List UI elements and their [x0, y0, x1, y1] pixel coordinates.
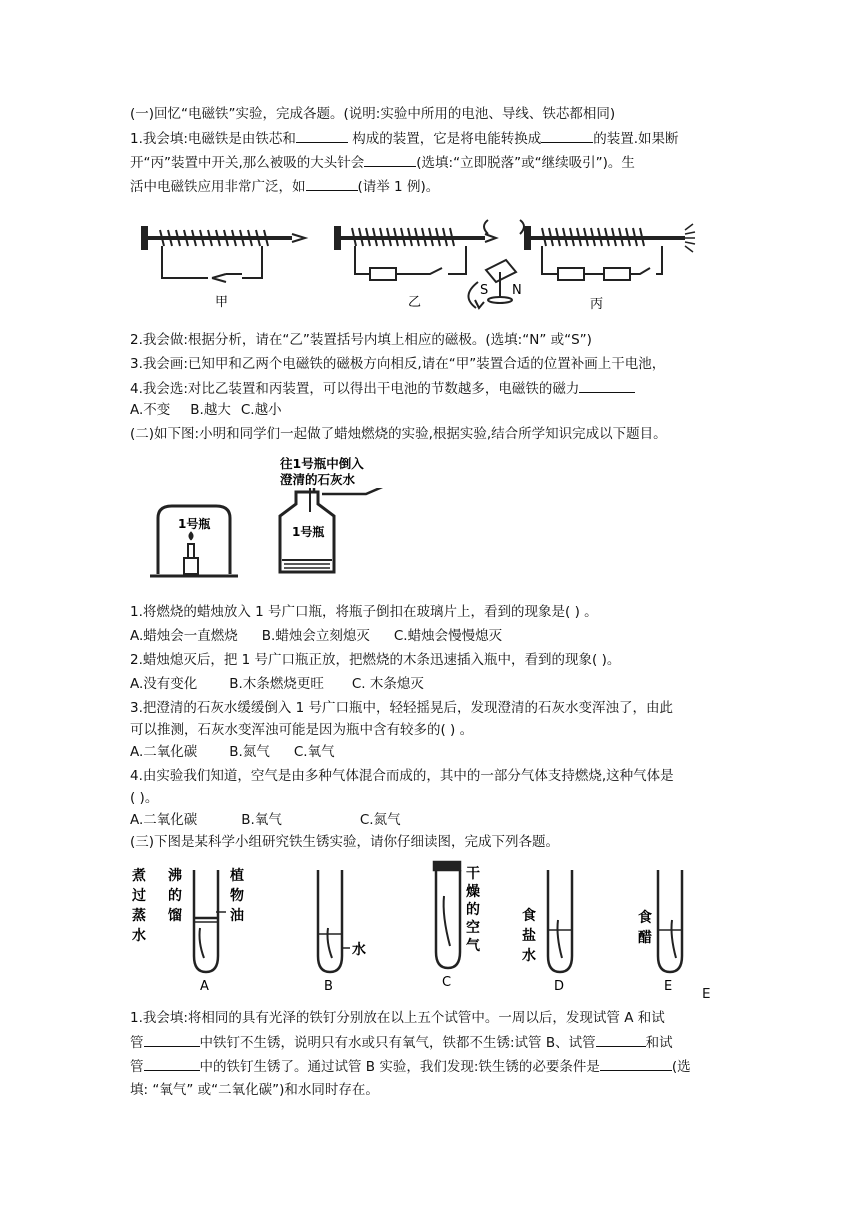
rust-test-tubes-figure — [130, 856, 730, 996]
section3-heading: (三)下图是某科学小组研究铁生锈实验，请你仔细读图，完成下列各题。 — [130, 834, 560, 850]
electromagnet-bing — [525, 224, 695, 280]
tube-c-label: 干燥的空气 — [466, 866, 480, 954]
s3-text-d: 管 — [130, 1059, 144, 1075]
section2-q4-line2: ( )。 — [130, 790, 159, 806]
section2-q3-line2: 可以推测，石灰水变浑浊可能是因为瓶中含有较多的( ) 。 — [130, 722, 474, 738]
q1-text-f: 活中电磁铁应用非常广泛，如 — [130, 179, 306, 195]
answer-blank[interactable] — [144, 1056, 200, 1071]
electromagnet-jia — [142, 227, 305, 282]
section1-q1-line3 — [130, 176, 740, 197]
section1-q4 — [130, 378, 740, 399]
tube-d-label: 食盐水 — [522, 908, 536, 964]
tube-letter-c: C — [442, 975, 452, 990]
label-jia: 甲 — [215, 295, 229, 310]
option-c[interactable]: C.蜡烛会慢慢熄灭 — [393, 628, 503, 644]
answer-blank[interactable] — [600, 1056, 672, 1071]
answer-blank[interactable] — [364, 152, 416, 167]
section1-q4-options — [130, 400, 740, 420]
option-b[interactable]: B.蜡烛会立刻熄灭 — [261, 628, 370, 644]
answer-blank[interactable] — [306, 176, 358, 191]
option-a[interactable]: A.二氧化碳 — [130, 812, 198, 828]
bottle-label-1: 1号瓶 — [178, 517, 211, 531]
q1-text-g: (请举 1 例)。 — [357, 179, 440, 195]
section2-q1: 1.将燃烧的蜡烛放入 1 号广口瓶，将瓶子倒扣在玻璃片上，看到的现象是( ) 。 — [130, 604, 598, 620]
q1-text-d: 开“丙”装置中开关,那么被吸的大头针会 — [130, 155, 365, 171]
tube-a-left-label: 煮过蒸水 — [132, 868, 146, 944]
q4-text: 4.我会选:对比乙装置和丙装置，可以得出干电池的节数越多，电磁铁的磁力 — [130, 381, 580, 397]
section2-q1-options — [130, 626, 740, 646]
option-b[interactable]: B.氮气 — [229, 744, 270, 760]
option-a[interactable]: A.没有变化 — [130, 676, 198, 692]
section2-q4-options — [130, 810, 740, 830]
section2-q2-options — [130, 674, 740, 694]
section1-q3: 3.我会画:已知甲和乙两个电磁铁的磁极方向相反,请在“甲”装置合适的位置补画上干电池， — [130, 356, 666, 372]
tube-letter-d: D — [554, 979, 565, 994]
option-c[interactable]: C.氮气 — [359, 812, 401, 828]
q1-text-e: (选填:“立即脱落”或“继续吸引”)。生 — [416, 155, 635, 171]
option-c[interactable]: C.氧气 — [293, 744, 335, 760]
option-a[interactable]: A.二氧化碳 — [130, 744, 198, 760]
label-yi: 乙 — [408, 295, 422, 310]
tube-b-label: 水 — [352, 942, 366, 958]
option-b[interactable]: B.氧气 — [241, 812, 282, 828]
bottle-label-2: 1号瓶 — [292, 525, 325, 539]
section1-q1-line1 — [130, 128, 740, 149]
section2-q4-line1: 4.由实验我们知道，空气是由多种气体混合而成的，其中的一部分气体支持燃烧,这种气体是 — [130, 768, 674, 784]
pour-label-line2: 澄清的石灰水 — [280, 472, 356, 487]
option-a[interactable]: A.不变 — [130, 402, 171, 418]
electromagnet-yi — [335, 220, 524, 308]
section1-heading: (一)回忆“电磁铁”实验，完成各题。(说明:实验中所用的电池、导线、铁芯都相同) — [130, 106, 616, 122]
label-bing: 丙 — [590, 297, 604, 312]
section1-q1-line2 — [130, 152, 740, 173]
section2-heading: (二)如下图:小明和同学们一起做了蜡烛燃烧的实验,根据实验,结合所学知识完成以下题目。 — [130, 426, 667, 442]
option-b[interactable]: B.越大 — [190, 402, 231, 418]
section2-q3-options — [130, 742, 740, 762]
option-b[interactable]: B.木条燃烧更旺 — [229, 676, 324, 692]
answer-blank[interactable] — [296, 128, 348, 143]
option-c[interactable]: C. 木条熄灭 — [351, 676, 424, 692]
s3-text-e: 中的铁钉生锈了。通过试管 B 实验，我们发现:铁生锈的必要条件是 — [199, 1059, 600, 1075]
s3-text-b: 中铁钉不生锈，说明只有水或只有氧气，铁都不生锈:试管 B、试管 — [199, 1035, 596, 1051]
stray-letter-e: E — [702, 986, 711, 1002]
s3-text-c: 和试 — [645, 1035, 673, 1051]
candle-figure — [150, 452, 410, 587]
answer-blank[interactable] — [596, 1032, 646, 1047]
tube-a-mid-label: 沸的馏 — [168, 868, 182, 924]
label-n: N — [512, 283, 522, 298]
tube-letter-a: A — [200, 979, 209, 994]
q1-text-b: 构成的装置，它是将电能转换成 — [352, 131, 542, 147]
q1-text-c: 的装置.如果断 — [593, 131, 679, 147]
s3-text-f: (选 — [671, 1059, 691, 1075]
s3-text-a: 管 — [130, 1035, 144, 1051]
answer-blank[interactable] — [579, 378, 635, 393]
section3-q1-line3 — [130, 1056, 740, 1077]
answer-blank[interactable] — [144, 1032, 200, 1047]
q1-text-a: 1.我会填:电磁铁是由铁芯和 — [130, 131, 296, 147]
section2-q3-line1: 3.把澄清的石灰水缓缓倒入 1 号广口瓶中，轻轻摇晃后，发现澄清的石灰水变浑浊了，由此 — [130, 700, 674, 716]
tube-e-label: 食醋 — [638, 910, 652, 946]
label-s: S — [480, 283, 489, 298]
option-a[interactable]: A.蜡烛会一直燃烧 — [130, 628, 238, 644]
section3-q1-line1: 1.我会填:将相同的具有光泽的铁钉分别放在以上五个试管中。一周以后，发现试管 A 和试 — [130, 1010, 665, 1026]
answer-blank[interactable] — [541, 128, 593, 143]
tube-letter-e: E — [664, 979, 673, 994]
section2-q2: 2.蜡烛熄灭后，把 1 号广口瓶正放，把燃烧的木条迅速插入瓶中，看到的现象( )。 — [130, 652, 621, 668]
electromagnet-figure — [130, 210, 720, 320]
tube-letter-b: B — [324, 979, 333, 994]
option-c[interactable]: C.越小 — [240, 402, 282, 418]
tube-a-right-label: 植物油 — [230, 868, 244, 924]
section3-q1-line2 — [130, 1032, 740, 1053]
section1-q2: 2.我会做:根据分析，请在“乙”装置括号内填上相应的磁极。(选填:“N” 或“S”) — [130, 332, 592, 348]
pour-label-line1: 往1号瓶中倒入 — [280, 456, 364, 471]
section3-q1-line4: 填: “氧气” 或“二氧化碳”)和水同时存在。 — [130, 1082, 379, 1098]
